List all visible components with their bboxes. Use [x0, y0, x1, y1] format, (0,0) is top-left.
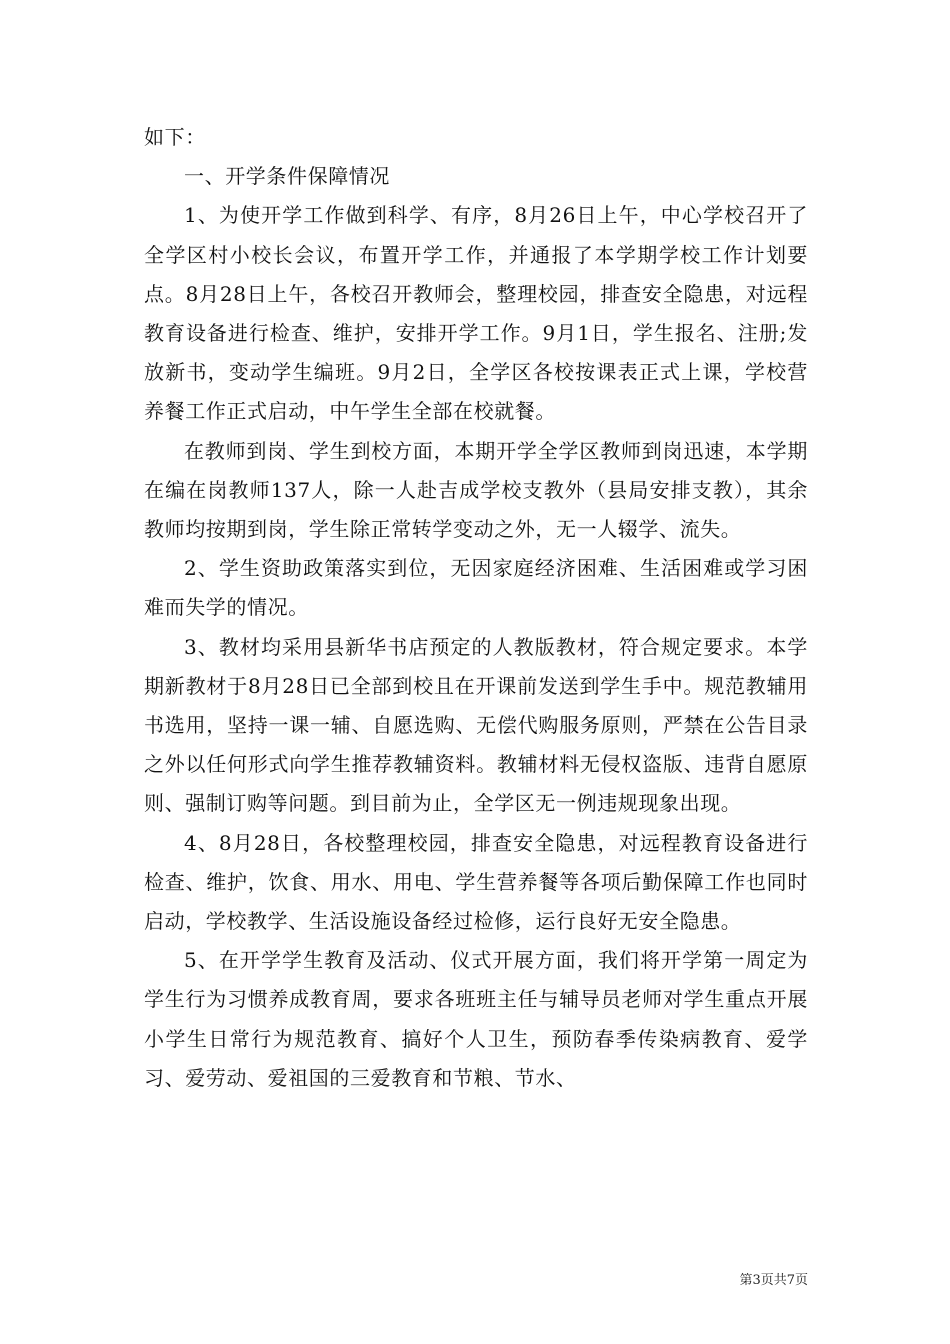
- section-heading: 一、开学条件保障情况: [184, 164, 390, 189]
- paragraph-teachers: 在教师到岗、学生到校方面，本期开学全学区教师到岗迅速，本学期在编在岗教师137人，除一人赴吉成学校支教外（县局安排支教），其余教师均按期到岗，学生除正常转学变动之外，无一人辍学、流失。: [144, 438, 808, 542]
- paragraph-item-2: 2、学生资助政策落实到位，无因家庭经济困难、生活困难或学习困难而失学的情况。: [144, 556, 808, 620]
- paragraph-item-1: 1、为使开学工作做到科学、有序，8月26日上午，中心学校召开了全学区村小校长会议，布置开学工作，并通报了本学期学校工作计划要点。8月28日上午，各校召开教师会，整理校园，排查安全隐患，对远程教育设备进行检查、维护，安排开学工作。9月1日，学生报名、注册;发放新书，变动学生编班。9月2日，全学区各校按课表正式上课，学校营养餐工作正式启动，中午学生全部在校就餐。: [144, 203, 808, 424]
- paragraph-item-4: 4、8月28日，各校整理校园，排查安全隐患，对远程教育设备进行检查、维护，饮食、用水、用电、学生营养餐等各项后勤保障工作也同时启动，学校教学、生活设施设备经过检修，运行良好无安全隐患。: [144, 830, 808, 934]
- paragraph-item-3: 3、教材均采用县新华书店预定的人教版教材，符合规定要求。本学期新教材于8月28日已全部到校且在开课前发送到学生手中。规范教辅用书选用，坚持一课一辅、自愿选购、无偿代购服务原则，严禁在公告目录之外以任何形式向学生推荐教辅资料。教辅材料无侵权盗版、违背自愿原则、强制订购等问题。到目前为止，全学区无一例违规现象出现。: [144, 634, 808, 816]
- paragraph-item-5: 5、在开学学生教育及活动、仪式开展方面，我们将开学第一周定为学生行为习惯养成教育周，要求各班班主任与辅导员老师对学生重点开展小学生日常行为规范教育、搞好个人卫生，预防春季传染病教育、爱学习、爱劳动、爱祖国的三爱教育和节粮、节水、: [144, 948, 808, 1090]
- page-number: 第3页共7页: [739, 1273, 808, 1288]
- document-body: [144, 118, 808, 1098]
- paragraph-continuation: 如下：: [144, 125, 206, 149]
